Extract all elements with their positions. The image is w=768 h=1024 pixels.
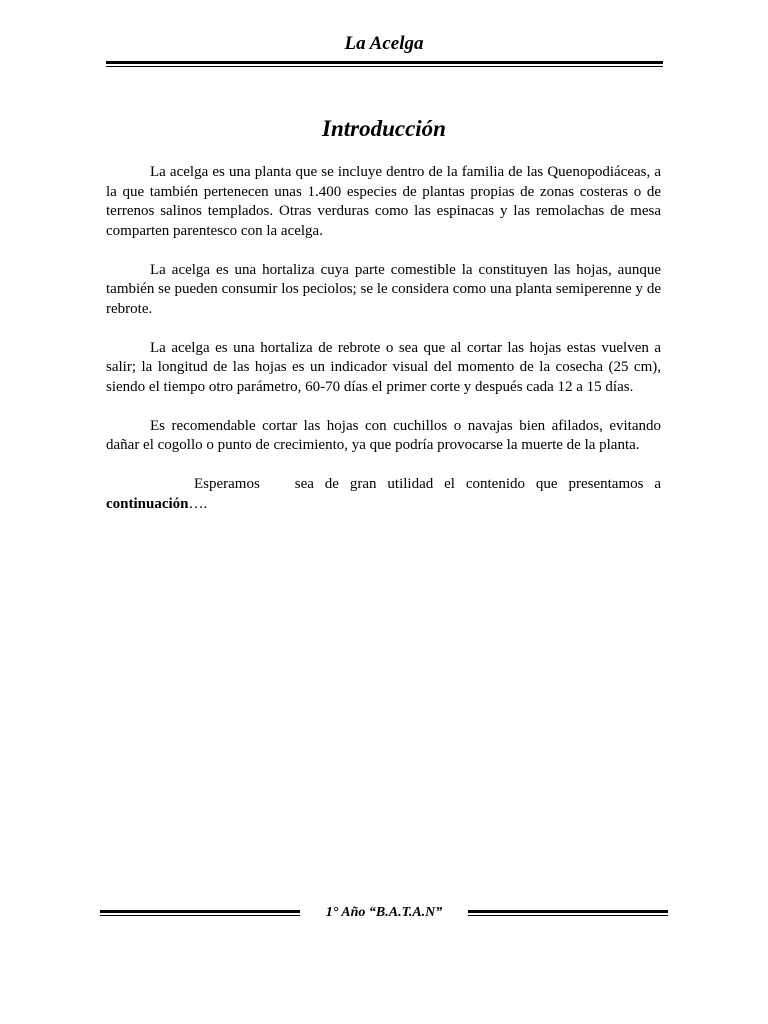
footer-text: 1° Año “B.A.T.A.N” xyxy=(325,905,443,920)
closing-ellipsis: …. xyxy=(188,495,208,512)
paragraph: La acelga es una planta que se incluye dentro de la familia de las Quenopodiáceas, a la que también pertenecen unas 1.400 especies de plantas propias de zonas costeras o de terrenos salinos templados. Otras verduras como las espinacas y las remolachas de mesa comparten parentesco con la acelga. xyxy=(106,164,661,239)
body-text xyxy=(106,163,661,534)
section-title: Introducción xyxy=(322,116,446,141)
footer xyxy=(100,903,668,925)
footer-rule-left xyxy=(100,910,300,913)
header-rule-thin xyxy=(106,66,663,67)
paragraph: La acelga es una hortaliza de rebrote o sea que al cortar las hojas estas vuelven a salir; la longitud de las hojas es un indicador visual del momento de la cosecha (25 cm), siendo el tiempo otro parámetro, 60-70 días el primer corte y después cada 12 a 15 días. xyxy=(106,339,661,395)
footer-rule-left-thin xyxy=(100,915,300,916)
footer-rule-right-thin xyxy=(468,915,668,916)
closing-paragraph xyxy=(106,475,661,514)
header-rule-thick xyxy=(106,61,663,64)
paragraph: Es recomendable cortar las hojas con cuchillos o navajas bien afilados, evitando dañar el cogollo o punto de crecimiento, ya que podría provocarse la muerte de la planta. xyxy=(106,417,661,453)
closing-strong: continuación xyxy=(106,495,189,512)
closing-text: sea de gran utilidad el contenido que presentamos a xyxy=(294,476,662,492)
running-header-title: La Acelga xyxy=(344,33,424,54)
closing-lead: Esperamos xyxy=(194,476,260,492)
paragraph: La acelga es una hortaliza cuya parte comestible la constituyen las hojas, aunque también se pueden consumir los peciolos; se le considera como una planta semiperenne y de rebrote. xyxy=(106,261,661,317)
footer-rule-right xyxy=(468,910,668,913)
